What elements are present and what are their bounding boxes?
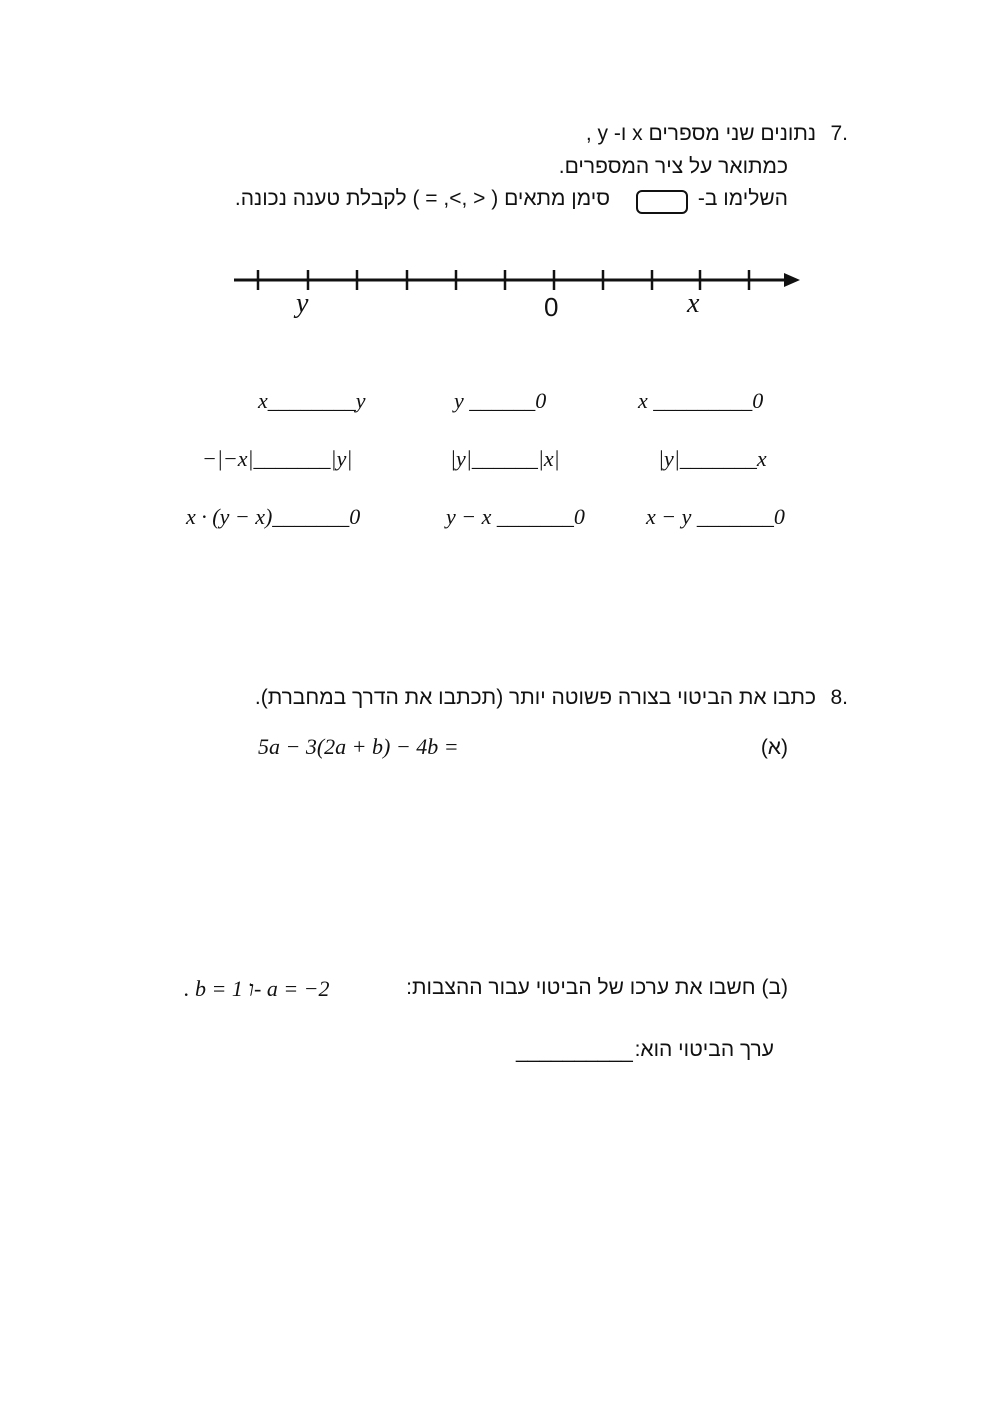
answer-box-symbol <box>636 190 688 214</box>
part-a-label: (א) <box>760 736 788 759</box>
comparison-x-vs-y: x________y <box>258 388 366 413</box>
part-a-expression: 5a − 3(2a + b) − 4b = <box>258 734 459 759</box>
comparison-x-minus-y-vs-0: x − y _______0 <box>646 504 785 529</box>
question-7-number: .7 <box>830 122 848 145</box>
comparison-x-vs-0: x _________0 <box>638 388 764 413</box>
question-7-instruction-start: השלימו ב- <box>697 187 788 210</box>
comparison-product-vs-0: x · (y − x)_______0 <box>186 504 361 529</box>
question-7-instruction-end: סימן מתאים ( < ,>, = ) לקבלת טענה נכונה. <box>234 187 610 210</box>
number-line-label-x: x <box>687 288 700 319</box>
number-line <box>228 248 808 328</box>
comparison-abs-y-vs-abs-x: |y|______|x| <box>450 446 560 471</box>
number-line-label-y: y <box>296 288 309 319</box>
part-b-substitution-values: . b = 1 ו- a = −2 <box>184 976 330 1001</box>
comparison-neg-abs-neg-x-vs-abs-y: −|−x|_______|y| <box>202 446 353 471</box>
question-8-number: .8 <box>830 686 848 709</box>
part-b-answer-blank[interactable]: __________ <box>516 1040 633 1063</box>
number-line-arrow <box>784 273 800 287</box>
question-8-statement: כתבו את הביטוי בצורה פשוטה יותר (תכתבו את הדרך במחברת). <box>254 686 816 709</box>
comparison-abs-y-vs-x: |y|_______x <box>658 446 767 471</box>
comparison-y-vs-0: y ______0 <box>454 388 547 413</box>
part-b-answer-label: ערך הביטוי הוא: <box>634 1038 774 1061</box>
number-line-label-zero: 0 <box>544 292 559 322</box>
part-b-instruction: (ב) חשבו את ערכו של הביטוי עבור ההצבות: <box>406 976 788 999</box>
question-7-statement: נתונים שני מספרים x ו- y , <box>585 122 816 145</box>
comparison-y-minus-x-vs-0: y − x _______0 <box>446 504 585 529</box>
question-7-statement-line2: כמתואר על ציר המספרים. <box>558 155 788 178</box>
